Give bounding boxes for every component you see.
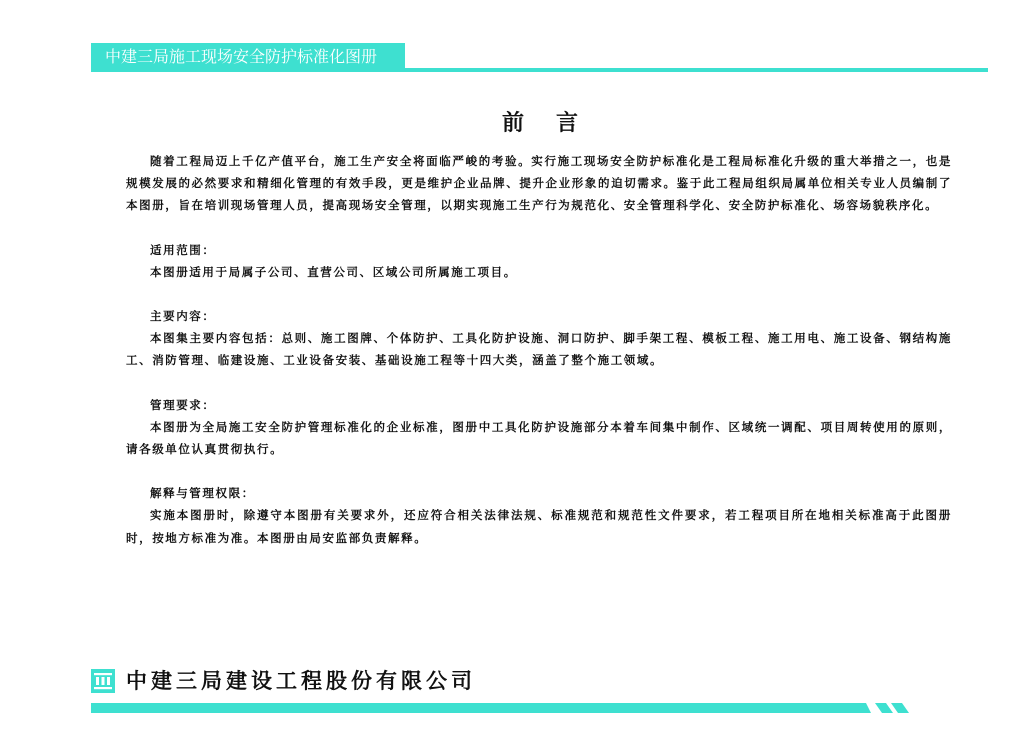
page-title-char-2: 言 bbox=[555, 111, 578, 136]
footer-company-name: 中建三局建设工程股份有限公司 bbox=[126, 669, 476, 693]
section-heading-requirements: 管理要求： bbox=[150, 397, 216, 412]
header-rule bbox=[91, 68, 988, 72]
cscec-logo-icon bbox=[91, 669, 115, 693]
section-heading-contents: 主要内容： bbox=[150, 309, 216, 324]
preface-content bbox=[126, 150, 952, 549]
section-heading-interpretation: 解释与管理权限： bbox=[150, 486, 255, 501]
page-title-char-1: 前 bbox=[501, 111, 524, 136]
footer-bar bbox=[91, 703, 911, 713]
intro-paragraph: 随着工程局迈上千亿产值平台，施工生产安全将面临严峻的考验。实行施工现场安全防护标准化是工程局标准化升级的重大举措之一，也是规模发展的必然要求和精细化管理的有效手段，更是维护企业品牌、提升企业形象的迫切需求。鉴于此工程局组织局属单位相关专业人员编制了本图册，旨在培训现场管理人员，提高现场安全管理，以期实现施工生产行为规范化、安全管理科学化、安全防护标准化、场容场貌秩序化。 bbox=[126, 154, 952, 213]
section-body-scope: 本图册适用于局属子公司、直营公司、区域公司所属施工项目。 bbox=[150, 264, 517, 279]
page-title bbox=[0, 108, 1024, 140]
section-body-requirements: 本图册为全局施工安全防护管理标准化的企业标准，图册中工具化防护设施部分本着车间集中制作、区域统一调配、项目周转使用的原则，请各级单位认真贯彻执行。 bbox=[126, 419, 952, 457]
section-body-interpretation: 实施本图册时，除遵守本图册有关要求外，还应符合相关法律法规、标准规范和规范性文件要求，若工程项目所在地相关标准高于此图册时，按地方标准为准。本图册由局安监部负责解释。 bbox=[126, 508, 952, 545]
section-body-contents: 本图集主要内容包括：总则、施工图牌、个体防护、工具化防护设施、洞口防护、脚手架工程、模板工程、施工用电、施工设备、钢结构施工、消防管理、临建设施、工业设备安装、基础设施工程等十四大类，涵盖了整个施工领域。 bbox=[126, 331, 952, 368]
header-title: 中建三局施工现场安全防护标准化图册 bbox=[105, 47, 378, 66]
section-heading-scope: 适用范围： bbox=[150, 242, 216, 257]
